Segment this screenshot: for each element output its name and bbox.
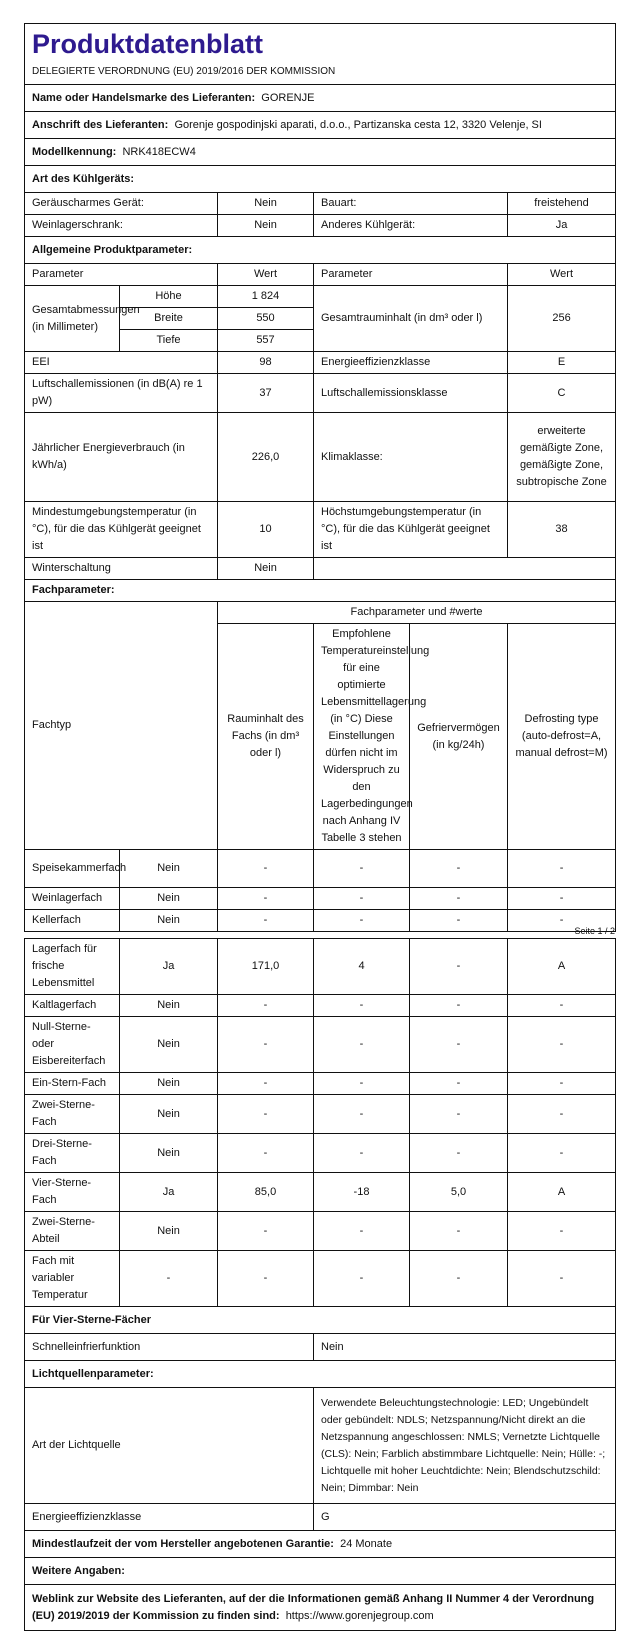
page-indicator: Seite 1 / 2 (574, 926, 615, 936)
section-heading-light: Lichtquellenparameter: (25, 1361, 616, 1388)
climate-class-value: erweiterte gemäßigte Zone, gemäßigte Zone, subtropische Zone (508, 413, 616, 502)
compartment-temp: - (314, 1134, 410, 1173)
compartment-temp: -18 (314, 1173, 410, 1212)
height-value: 1 824 (218, 286, 314, 308)
width-label: Breite (120, 308, 218, 330)
light-energy-class-value: G (314, 1504, 616, 1531)
empty-cell (314, 558, 616, 580)
compartment-temp: - (314, 1251, 410, 1307)
compartment-present: Nein (120, 850, 218, 888)
energy-class-label: Energieeffizienzklasse (314, 352, 508, 374)
compartment-volume: - (218, 1095, 314, 1134)
compartment-volume: - (218, 888, 314, 910)
compartment-volume: - (218, 910, 314, 932)
col-header-value: Wert (218, 264, 314, 286)
compartment-temp: - (314, 850, 410, 888)
compartment-present: Nein (120, 1212, 218, 1251)
compartment-freeze: - (410, 1251, 508, 1307)
noise-value: Nein (218, 193, 314, 215)
quick-freeze-label: Schnelleinfrierfunktion (25, 1334, 314, 1361)
light-type-value: Verwendete Beleuchtungstechnologie: LED; Ungebündelt oder gebündelt: NDLS; Netzspannung/Nicht direkt an die Netzspannung angeschlossen: NMLS; Vernetzte Lichtquelle (CLS): Nein; Farblich abstimmbare Lichtquelle: Nein; Hülle: -; Lichtquelle mit hoher Leuchtdichte: Nein; Blendschutzschild: Nein; Dimmbar: Nein (314, 1388, 616, 1504)
compartment-freeze: - (410, 850, 508, 888)
min-temp-label: Mindestumgebungstemperatur (in °C), für die das Kühlgerät geeignet ist (25, 502, 218, 558)
section-heading-four-star: Für Vier-Sterne-Fächer (25, 1307, 616, 1334)
compartment-freeze: - (410, 1017, 508, 1073)
light-energy-class-label: Energieeffizienzklasse (25, 1504, 314, 1531)
compartment-name: Drei-Sterne-Fach (25, 1134, 120, 1173)
compartment-name: Vier-Sterne-Fach (25, 1173, 120, 1212)
other-appliance-value: Ja (508, 215, 616, 237)
design-label: Bauart: (314, 193, 508, 215)
compartment-name: Null-Sterne- oder Eisbereiterfach (25, 1017, 120, 1073)
table-row (25, 910, 616, 932)
eei-label: EEI (25, 352, 218, 374)
compartment-temp: - (314, 995, 410, 1017)
compartment-freeze: - (410, 1134, 508, 1173)
compartment-name: Zwei-Sterne-Abteil (25, 1212, 120, 1251)
compartment-freeze: - (410, 1095, 508, 1134)
warranty-value: 24 Monate (340, 1537, 393, 1550)
compartment-temp: - (314, 1212, 410, 1251)
compartment-present: Nein (120, 888, 218, 910)
compartment-name: Weinlagerfach (25, 888, 120, 910)
compartment-freeze: - (410, 910, 508, 932)
col-header-temp: Empfohlene Temperatureinstellung für eine optimierte Lebensmittellagerung (in °C) Diese Einstellungen dürfen nicht im Widerspruch zu den Lagerbedingungen nach Anhang IV Tabelle 3 stehen (314, 624, 410, 850)
table-row (25, 850, 616, 888)
supplier-name-label: Name oder Handelsmarke des Lieferanten: (32, 91, 256, 104)
compartment-name: Lagerfach für frische Lebensmittel (25, 939, 120, 995)
min-temp-value: 10 (218, 502, 314, 558)
table-row (25, 939, 616, 995)
compartment-present: Nein (120, 995, 218, 1017)
weblink-label: Weblink zur Website des Lieferanten, auf der die Informationen gemäß Anhang II Nummer 4 der Verordnung (EU) 2019/2019 der Kommission zu finden sind: (32, 1592, 595, 1622)
table-row (25, 1173, 616, 1212)
compartment-defrost: - (508, 1095, 616, 1134)
section-heading-type: Art des Kühlgeräts: (25, 166, 616, 193)
compartment-name: Zwei-Sterne-Fach (25, 1095, 120, 1134)
compartment-name: Fach mit variabler Temperatur (25, 1251, 120, 1307)
compartment-defrost: - (508, 1134, 616, 1173)
dimensions-label: Gesamtabmessungen (in Millimeter) (25, 286, 120, 352)
compartment-temp: - (314, 910, 410, 932)
annual-energy-label: Jährlicher Energieverbrauch (in kWh/a) (25, 413, 218, 502)
compartment-defrost: - (508, 910, 616, 932)
compartment-present: Nein (120, 1134, 218, 1173)
width-value: 550 (218, 308, 314, 330)
noise-emission-value: 37 (218, 374, 314, 413)
table-row (25, 1212, 616, 1251)
noise-label: Geräuscharmes Gerät: (25, 193, 218, 215)
compartment-defrost: - (508, 888, 616, 910)
model-value: NRK418ECW4 (122, 145, 196, 158)
climate-class-label: Klimaklasse: (314, 413, 508, 502)
volume-value: 256 (508, 286, 616, 352)
col-header-value-2: Wert (508, 264, 616, 286)
noise-emission-label: Luftschallemissionen (in dB(A) re 1 pW) (25, 374, 218, 413)
table-row (25, 995, 616, 1017)
compartment-volume: - (218, 850, 314, 888)
supplier-address-value: Gorenje gospodinjski aparati, d.o.o., Partizanska cesta 12, 3320 Velenje, SI (174, 118, 542, 131)
compartment-name: Kellerfach (25, 910, 120, 932)
compartment-defrost: - (508, 850, 616, 888)
compartment-temp: - (314, 1073, 410, 1095)
col-header-param: Parameter (25, 264, 218, 286)
wine-cabinet-value: Nein (218, 215, 314, 237)
height-label: Höhe (120, 286, 218, 308)
regulation-subtitle: DELEGIERTE VERORDNUNG (EU) 2019/2016 DER KOMMISSION (32, 66, 336, 77)
compartment-volume: - (218, 1017, 314, 1073)
noise-class-value: C (508, 374, 616, 413)
noise-class-label: Luftschallemissionsklasse (314, 374, 508, 413)
compartment-defrost: A (508, 1173, 616, 1212)
compartment-volume: - (218, 1073, 314, 1095)
compartment-volume: 171,0 (218, 939, 314, 995)
datasheet-page-2 (24, 938, 615, 1631)
volume-label: Gesamtrauminhalt (in dm³ oder l) (314, 286, 508, 352)
col-header-type: Fachtyp (25, 602, 218, 850)
compartment-temp: - (314, 1095, 410, 1134)
wine-cabinet-label: Weinlagerschrank: (25, 215, 218, 237)
compartment-volume: - (218, 1251, 314, 1307)
other-appliance-label: Anderes Kühlgerät: (314, 215, 508, 237)
col-header-defrost: Defrosting type (auto-defrost=A, manual defrost=M) (508, 624, 616, 850)
compartment-temp: - (314, 1017, 410, 1073)
compartment-present: Nein (120, 910, 218, 932)
compartment-volume: 85,0 (218, 1173, 314, 1212)
max-temp-label: Höchstumgebungstemperatur (in °C), für die das Kühlgerät geeignet ist (314, 502, 508, 558)
table-row (25, 1134, 616, 1173)
col-header-volume: Rauminhalt des Fachs (in dm³ oder l) (218, 624, 314, 850)
design-value: freistehend (508, 193, 616, 215)
compartment-freeze: - (410, 888, 508, 910)
more-info-label: Weitere Angaben: (25, 1558, 616, 1585)
depth-label: Tiefe (120, 330, 218, 352)
compartment-volume: - (218, 995, 314, 1017)
annual-energy-value: 226,0 (218, 413, 314, 502)
quick-freeze-value: Nein (314, 1334, 616, 1361)
supplier-address-label: Anschrift des Lieferanten: (32, 118, 169, 131)
compartment-present: Ja (120, 1173, 218, 1212)
table-row (25, 888, 616, 910)
depth-value: 557 (218, 330, 314, 352)
compartment-freeze: - (410, 1212, 508, 1251)
page-title: Produktdatenblatt (32, 29, 264, 59)
section-heading-general: Allgemeine Produktparameter: (25, 237, 616, 264)
compartment-temp: 4 (314, 939, 410, 995)
compartment-name: Speisekammerfach (25, 850, 120, 888)
compartment-volume: - (218, 1134, 314, 1173)
compartment-defrost: - (508, 1212, 616, 1251)
table-row (25, 1095, 616, 1134)
max-temp-value: 38 (508, 502, 616, 558)
compartment-defrost: - (508, 1073, 616, 1095)
compartment-defrost: - (508, 995, 616, 1017)
col-header-freeze: Gefriervermögen (in kg/24h) (410, 624, 508, 850)
datasheet-page-1 (24, 23, 615, 932)
compartment-name: Ein-Stern-Fach (25, 1073, 120, 1095)
warranty-label: Mindestlaufzeit der vom Hersteller angebotenen Garantie: (32, 1537, 334, 1550)
winter-switch-label: Winterschaltung (25, 558, 218, 580)
compartment-freeze: - (410, 939, 508, 995)
supplier-name-value: GORENJE (261, 91, 315, 104)
compartment-present: Nein (120, 1073, 218, 1095)
compartment-freeze: - (410, 995, 508, 1017)
compartment-defrost: - (508, 1017, 616, 1073)
section-heading-compartments: Fachparameter: (25, 580, 616, 602)
col-header-group: Fachparameter und #werte (218, 602, 616, 624)
light-type-label: Art der Lichtquelle (25, 1388, 314, 1504)
compartment-present: Nein (120, 1017, 218, 1073)
compartment-present: Ja (120, 939, 218, 995)
compartment-defrost: A (508, 939, 616, 995)
weblink-value[interactable]: https://www.gorenjegroup.com (285, 1609, 434, 1622)
model-label: Modellkennung: (32, 145, 117, 158)
compartment-freeze: 5,0 (410, 1173, 508, 1212)
eei-value: 98 (218, 352, 314, 374)
compartment-defrost: - (508, 1251, 616, 1307)
winter-switch-value: Nein (218, 558, 314, 580)
compartment-present: Nein (120, 1095, 218, 1134)
compartment-present: - (120, 1251, 218, 1307)
table-row (25, 1251, 616, 1307)
compartment-name: Kaltlagerfach (25, 995, 120, 1017)
table-row (25, 1017, 616, 1073)
energy-class-value: E (508, 352, 616, 374)
table-row (25, 1073, 616, 1095)
compartment-freeze: - (410, 1073, 508, 1095)
col-header-param-2: Parameter (314, 264, 508, 286)
compartment-temp: - (314, 888, 410, 910)
compartment-volume: - (218, 1212, 314, 1251)
